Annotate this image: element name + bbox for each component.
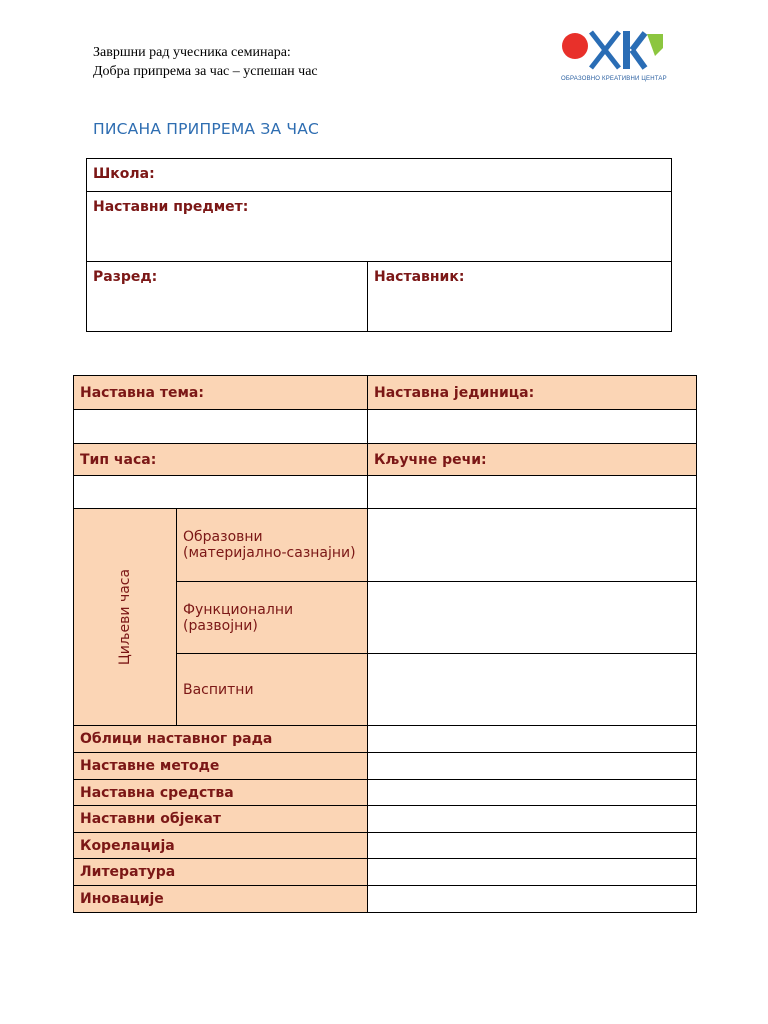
- general-info-table: [86, 158, 672, 332]
- grade-cell[interactable]: [87, 262, 368, 332]
- goal-functional-value-cell[interactable]: [368, 582, 697, 654]
- goal-functional-label: Функционални (развојни): [183, 601, 294, 634]
- topic-label: Наставна тема:: [80, 384, 204, 401]
- topic-value-cell[interactable]: [74, 410, 368, 444]
- row-label-cell: [74, 726, 368, 753]
- row-label: Наставни објекат: [80, 811, 221, 827]
- subject-cell[interactable]: [87, 192, 672, 262]
- keywords-value-cell[interactable]: [368, 476, 697, 509]
- row-label-cell: [74, 753, 368, 780]
- row-label: Литература: [80, 864, 176, 880]
- okc-logo: [561, 28, 665, 86]
- lesson-plan-table: [73, 375, 697, 913]
- goal-educational-cell: [177, 509, 368, 582]
- row-value-cell[interactable]: [368, 806, 697, 833]
- row-value-cell[interactable]: [368, 753, 697, 780]
- row-label-cell: [74, 780, 368, 806]
- goal-educational-value-cell[interactable]: [368, 509, 697, 582]
- keywords-label-cell: [368, 444, 697, 476]
- topic-label-cell: [74, 376, 368, 410]
- row-label: Корелација: [80, 837, 175, 854]
- goals-label-cell: [74, 509, 177, 726]
- school-label: Школа:: [93, 166, 155, 182]
- goal-educational-label: Образовни (материјално-сазнајни): [183, 529, 356, 561]
- goal-upbringing-cell: [177, 654, 368, 726]
- unit-label: Наставна јединица:: [374, 384, 535, 401]
- row-value-cell[interactable]: [368, 886, 697, 913]
- subject-label: Наставни предмет:: [93, 199, 249, 215]
- goal-upbringing-label: Васпитни: [183, 681, 254, 698]
- lesson-type-label-cell: [74, 444, 368, 476]
- row-value-cell[interactable]: [368, 859, 697, 886]
- keywords-label: Кључне речи:: [374, 451, 487, 468]
- lesson-type-label: Тип часа:: [80, 451, 157, 468]
- goal-upbringing-value-cell[interactable]: [368, 654, 697, 726]
- row-label: Облици наставног рада: [80, 731, 273, 747]
- row-label: Наставна средства: [80, 784, 234, 801]
- goals-label: Циљеви часа: [117, 568, 133, 666]
- teacher-label: Наставник:: [374, 269, 465, 285]
- row-value-cell[interactable]: [368, 833, 697, 859]
- grade-label: Разред:: [93, 269, 158, 285]
- page-title: ПИСАНА ПРИПРЕМА ЗА ЧАС: [93, 120, 320, 138]
- teacher-cell[interactable]: [368, 262, 672, 332]
- row-label-cell: [74, 859, 368, 886]
- header-line-1: Завршни рад учесника семинара:: [93, 45, 291, 60]
- unit-label-cell: [368, 376, 697, 410]
- row-label-cell: [74, 833, 368, 859]
- header-line-2: Добра припрема за час – успешан час: [93, 64, 318, 79]
- school-cell[interactable]: [87, 159, 672, 192]
- row-label-cell: [74, 806, 368, 833]
- row-value-cell[interactable]: [368, 780, 697, 806]
- goal-functional-cell: [177, 582, 368, 654]
- row-label: Иновације: [80, 891, 164, 907]
- row-label-cell: [74, 886, 368, 913]
- document-header: [93, 43, 318, 81]
- unit-value-cell[interactable]: [368, 410, 697, 444]
- row-label: Наставне методе: [80, 758, 220, 774]
- logo-caption: ОБРАЗОВНО КРЕАТИВНИ ЦЕНТАР: [561, 76, 667, 82]
- row-value-cell[interactable]: [368, 726, 697, 753]
- lesson-type-value-cell[interactable]: [74, 476, 368, 509]
- logo-mark-icon: [561, 28, 665, 74]
